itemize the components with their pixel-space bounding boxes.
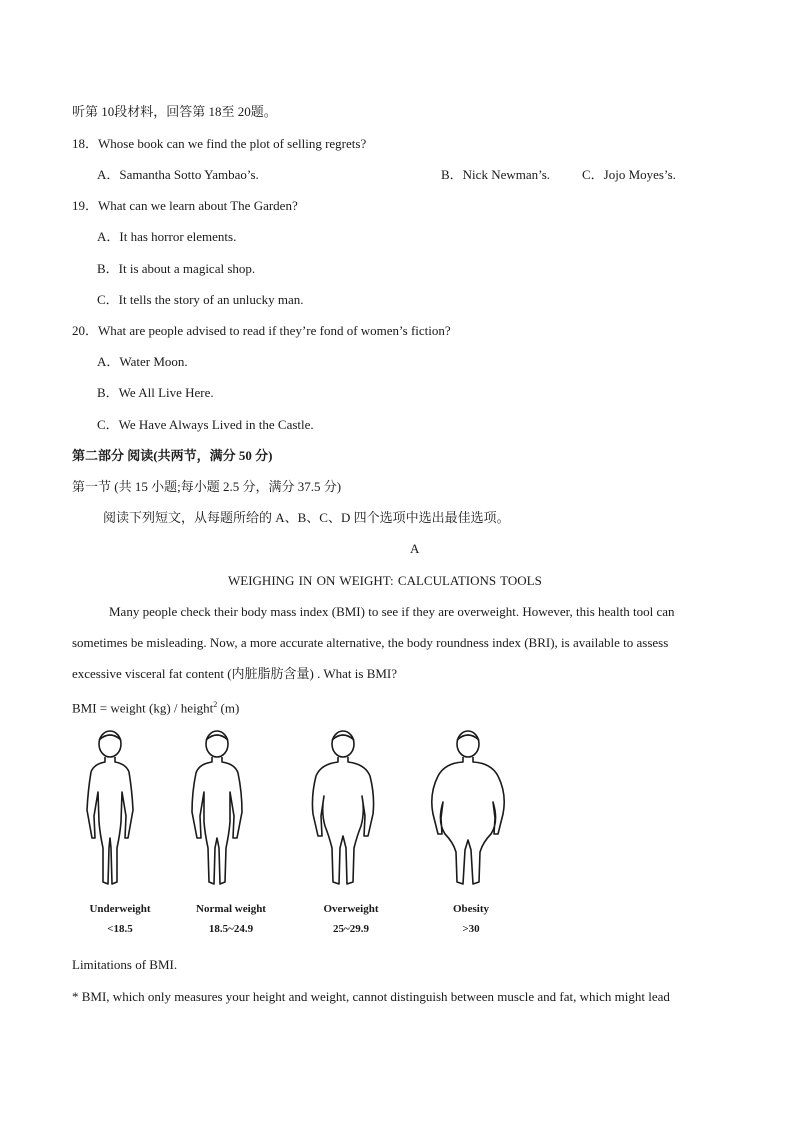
- passage-title: WEIGHING IN ON WEIGHT: CALCULATIONS TOOLS: [228, 573, 542, 588]
- bmi-formula: BMI = weight (kg) / height$^2$ (m): [72, 700, 240, 716]
- underweight-label: Underweight: [89, 903, 151, 915]
- normal-weight-range: 18.5~24.9: [208, 923, 254, 935]
- part2-heading: 第二部分 阅读(共两节，满分 50 分): [72, 448, 273, 463]
- obesity-figure: [425, 730, 511, 895]
- question-19-option-a: A．It has horror elements.: [97, 229, 237, 244]
- underweight-figure: [80, 730, 140, 895]
- question-20-stem: 20．What are people advised to read if they’re fond of women’s fiction?: [72, 323, 451, 338]
- obesity-label: Obesity: [452, 903, 490, 915]
- overweight-label: Overweight: [323, 903, 379, 915]
- paragraph-line-1: Many people check their body mass index (BMI) to see if they are overweight. However, this health tool can: [109, 604, 675, 619]
- question-18-option-a: A．Samantha Sotto Yambao’s.: [97, 167, 259, 182]
- obesity-range: >30: [462, 923, 480, 935]
- underweight-range: <18.5: [107, 923, 133, 935]
- question-20-option-a: A．Water Moon.: [97, 354, 188, 369]
- question-18-option-b: B．Nick Newman’s.: [441, 167, 551, 182]
- limitations-title: Limitations of BMI.: [72, 957, 178, 972]
- limitation-line-1: * BMI, which only measures your height and weight, cannot distinguish between muscle and fat, which might lead: [72, 989, 670, 1004]
- question-20-option-c: C．We Have Always Lived in the Castle.: [97, 417, 314, 432]
- reading-instruction: 阅读下列短文，从每题所给的 A、B、C、D 四个选项中选出最佳选项。: [103, 510, 510, 525]
- question-19-option-c: C．It tells the story of an unlucky man.: [97, 292, 304, 307]
- paragraph-line-3: excessive visceral fat content (内脏脂肪含量) . What is BMI?: [72, 666, 398, 681]
- question-20-option-b: B．We All Live Here.: [97, 385, 214, 400]
- question-18-stem: 18．Whose book can we find the plot of selling regrets?: [72, 136, 367, 151]
- question-19-option-b: B．It is about a magical shop.: [97, 261, 256, 276]
- question-18-option-c: C．Jojo Moyes’s.: [582, 167, 676, 182]
- question-19-stem: 19．What can we learn about The Garden?: [72, 198, 298, 213]
- normal-weight-figure: [185, 730, 249, 895]
- listening-intro: 听第 10段材料，回答第 18至 20题。: [72, 104, 277, 119]
- overweight-figure: [305, 730, 381, 895]
- section1-heading: 第一节 (共 15 小题;每小题 2.5 分，满分 37.5 分): [72, 479, 342, 494]
- paragraph-line-2: sometimes be misleading. Now, a more accurate alternative, the body roundness index (BRI), is available to assess: [72, 635, 669, 650]
- normal-weight-label: Normal weight: [196, 903, 266, 915]
- passage-letter: A: [410, 541, 420, 556]
- overweight-range: 25~29.9: [333, 923, 369, 935]
